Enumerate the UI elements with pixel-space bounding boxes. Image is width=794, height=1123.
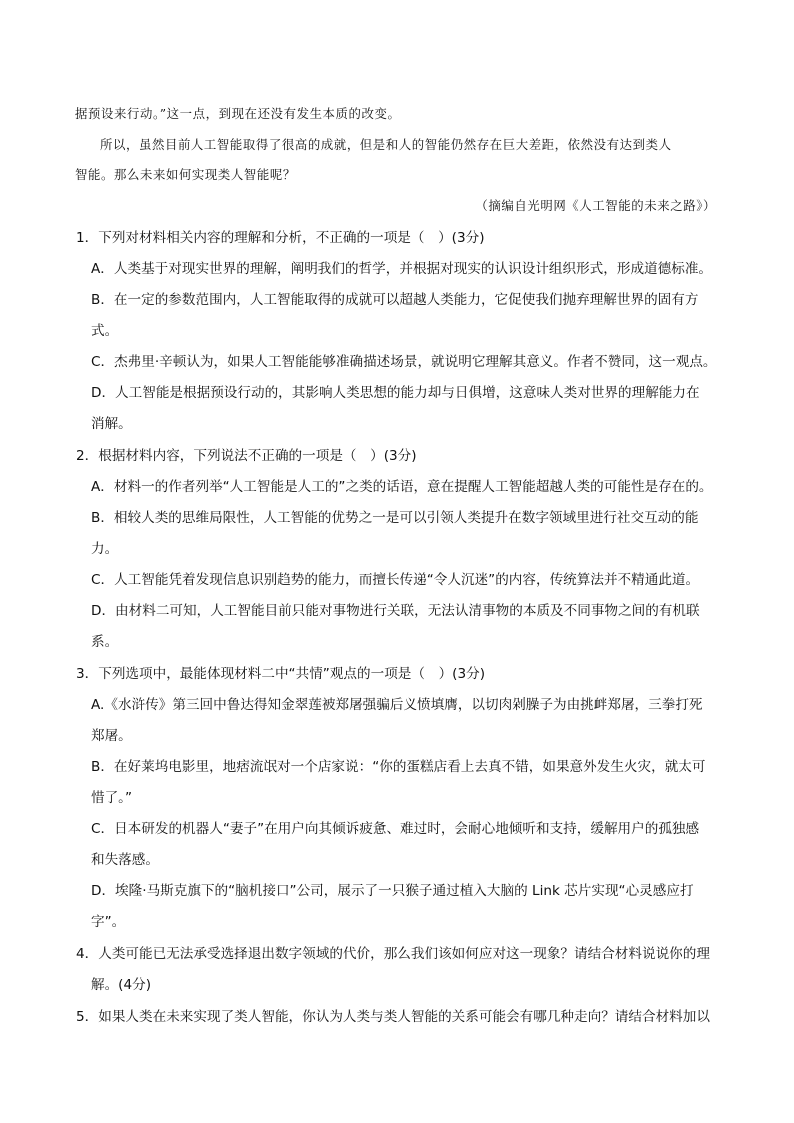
question-3-stem: 3．下列选项中，最能体现材料二中“共情”观点的一项是（ ）(3分) — [76, 666, 486, 682]
question-1-option-d-cont: 消解。 — [91, 416, 132, 432]
question-1-option-d: D．人工智能是根据预设行动的，其影响人类思想的能力却与日俱增，这意味人类对世界的理解能力在 — [91, 385, 700, 401]
question-3-option-a-cont: 郑屠。 — [91, 728, 132, 744]
question-1-option-b: B．在一定的参数范围内，人工智能取得的成就可以超越人类能力，它促使我们抛弃理解世界的固有方 — [91, 292, 699, 308]
question-3-option-a: A.《水浒传》第三回中鲁达得知金翠莲被郑屠强骗后义愤填膺，以切肉剁臊子为由挑衅郑屠，三拳打死 — [91, 697, 703, 713]
question-2-option-b: B．相较人类的思维局限性，人工智能的优势之一是可以引领人类提升在数字领域里进行社交互动的能 — [91, 510, 699, 526]
question-1-stem: 1．下列对材料相关内容的理解和分析，不正确的一项是（ ）(3分) — [76, 230, 485, 246]
question-5-stem: 5．如果人类在未来实现了类人智能，你认为人类与类人智能的关系可能会有哪几种走向？请结合材料加以 — [76, 1009, 710, 1025]
question-2-option-d-cont: 系。 — [91, 634, 119, 650]
question-2-option-c: C．人工智能凭着发现信息识别趋势的能力，而擅长传递“令人沉迷”的内容，传统算法并不精通此道。 — [91, 572, 700, 588]
passage-line-1: 据预设来行动。”这一点，到现在还没有发生本质的改变。 — [75, 106, 401, 121]
question-4-stem: 4．人类可能已无法承受选择退出数字领域的代价，那么我们该如何应对这一现象？请结合材料说说你的理 — [76, 946, 710, 962]
question-2-option-b-cont: 力。 — [91, 541, 119, 557]
question-3-option-b: B．在好莱坞电影里，地痞流氓对一个店家说：“你的蛋糕店看上去真不错，如果意外发生火灾，就太可 — [91, 759, 706, 775]
question-3-option-d-cont: 字”。 — [91, 914, 126, 930]
question-1-option-a: A．人类基于对现实世界的理解，阐明我们的哲学，并根据对现实的认识设计组织形式，形成道德标准。 — [91, 261, 713, 277]
passage-line-3: 智能。那么未来如何实现类人智能呢？ — [75, 167, 296, 182]
question-3-option-c-cont: 和失落感。 — [91, 852, 159, 868]
question-4-stem-cont: 解。(4分) — [91, 977, 152, 993]
question-2-stem: 2．根据材料内容，下列说法不正确的一项是（ ）(3分) — [76, 448, 417, 464]
question-2-option-d: D．由材料二可知，人工智能目前只能对事物进行关联，无法认清事物的本质及不同事物之间的有机联 — [91, 603, 700, 619]
question-1-option-b-cont: 式。 — [91, 323, 119, 339]
passage-source: （摘编自光明网《人工智能的未来之路》） — [475, 198, 716, 213]
question-1-option-c: C．杰弗里·辛顿认为，如果人工智能能够准确描述场景，就说明它理解其意义。作者不赞同，这一观点。 — [91, 354, 717, 370]
question-3-option-c: C．日本研发的机器人“妻子”在用户向其倾诉疲惫、难过时，会耐心地倾听和支持，缓解用户的孤独感 — [91, 821, 700, 837]
passage-line-2: 所以，虽然目前人工智能取得了很高的成就，但是和人的智能仍然存在巨大差距，依然没有达到类人 — [100, 137, 672, 152]
question-3-option-b-cont: 惜了。” — [91, 790, 133, 806]
question-3-option-d: D．埃隆·马斯克旗下的“脑机接口”公司，展示了一只猴子通过植入大脑的 Link 芯片实现“心灵感应打 — [91, 883, 694, 899]
question-2-option-a: A．材料一的作者列举“人工智能是人工的”之类的话语，意在提醒人工智能超越人类的可能性是存在的。 — [91, 479, 713, 495]
